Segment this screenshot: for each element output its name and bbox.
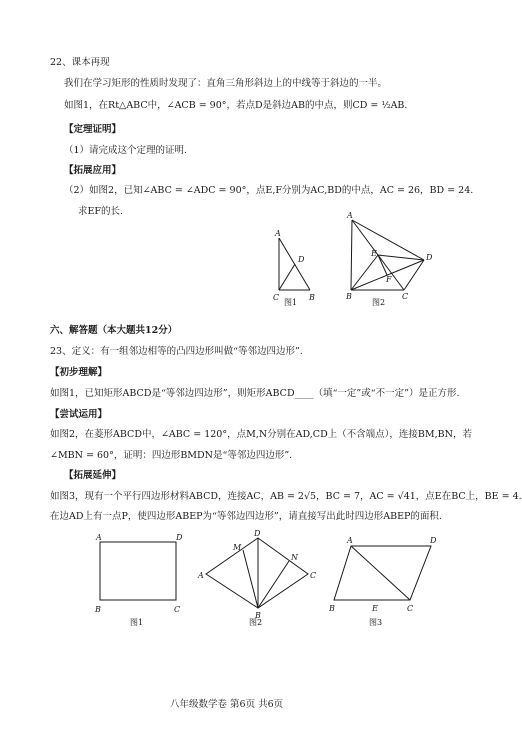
label-B: B <box>346 292 352 301</box>
q22-fig2-side-ab <box>351 220 352 290</box>
label-D: D <box>176 533 183 542</box>
q22-extension-heading: 【拓展应用】 <box>64 165 122 176</box>
label-C: C <box>407 604 414 613</box>
label-B: B <box>255 611 261 620</box>
q23-fig3-parallelogram <box>334 546 431 600</box>
label-D: D <box>426 253 433 262</box>
q23-fig1-rectangle <box>100 542 176 600</box>
q23-part-2b: ∠MBN = 60°，证明：四边形BMDN是“等邻边四边形”. <box>50 450 293 461</box>
q22-proof-question: （1）请完成这个定理的证明. <box>64 145 188 156</box>
q22-intro: 我们在学习矩形的性质时发现了：直角三角形斜边上的中线等于斜边的一半。 <box>64 78 388 89</box>
q23-heading-2: 【尝试运用】 <box>50 409 108 420</box>
label-D: D <box>430 536 437 545</box>
q23-fig2-caption: 图2 <box>249 618 263 627</box>
q22-proof-heading: 【定理证明】 <box>64 124 122 135</box>
label-D: D <box>254 529 261 538</box>
q23-figure-3 <box>326 532 441 622</box>
q23-fig1-caption: 图1 <box>130 618 144 627</box>
label-M: M <box>233 543 242 552</box>
q22-fig2-side-ad <box>352 220 424 260</box>
label-A: A <box>275 229 281 238</box>
q23-figure-1 <box>88 532 198 622</box>
q23-fig3-caption: 图3 <box>369 618 383 627</box>
label-F: F <box>386 275 392 284</box>
label-B: B <box>329 604 335 613</box>
label-A: A <box>198 571 204 580</box>
q22-extension-question-2: 求EF的长. <box>78 206 124 217</box>
q23-part-2: 如图2，在菱形ABCD中，∠ABC = 120°，点M,N分别在AD,CD上（不含端点），连接BM,BN，若 <box>50 429 472 440</box>
q23-heading-3: 【拓展延伸】 <box>64 470 122 481</box>
q23-fig2-segment-bn <box>258 561 289 608</box>
q23-part-3b: 在边AD上有一点P，使四边形ABEP为“等邻边四边形”，请直接写出此时四边形ABEP的面积. <box>50 511 442 522</box>
label-B: B <box>95 605 101 614</box>
q23-heading-1: 【初步理解】 <box>50 367 108 378</box>
q22-figure-2 <box>338 210 438 300</box>
label-N: N <box>291 553 298 562</box>
label-C: C <box>273 293 280 302</box>
page-footer: 八年级数学卷 第6页 共6页 <box>170 699 284 710</box>
q22-fig1-median <box>279 264 295 290</box>
q22-fig1-text: 如图1，在Rt△ABC中，∠ACB = 90°，若点D是斜边AB的中点，则CD = ½AB. <box>64 100 408 111</box>
label-E: E <box>371 249 377 258</box>
label-A: A <box>347 211 353 220</box>
label-C: C <box>310 571 317 580</box>
q23-part-1: 如图1，已知矩形ABCD是“等邻边四边形”，则矩形ABCD____（填“一定”或“不一定”）是正方形. <box>50 388 460 399</box>
q22-fig1-caption: 图1 <box>284 298 298 307</box>
q22-fig2-caption: 图2 <box>372 298 386 307</box>
label-A: A <box>96 533 102 542</box>
label-A: A <box>347 536 353 545</box>
q22-number: 22、课本再现 <box>50 57 110 68</box>
label-D: D <box>298 255 305 264</box>
q23-fig3-diagonal-ac <box>351 546 410 600</box>
q23-fig2-rhombus <box>206 538 308 608</box>
label-E: E <box>372 604 378 613</box>
q22-figure-1 <box>268 228 328 308</box>
label-C: C <box>174 605 181 614</box>
q23-definition: 23、定义：有一组邻边相等的凸四边形叫做“等邻边四边形”. <box>50 346 303 357</box>
q22-extension-question: （2）如图2，已知∠ABC = ∠ADC = 90°，点E,F分别为AC,BD的中点，AC = 26，BD = 24. <box>64 185 474 196</box>
label-C: C <box>402 292 409 301</box>
section-6-title: 六、解答题（本大题共12分） <box>50 325 178 336</box>
q23-part-3: 如图3，现有一个平行四边形材料ABCD，连接AC，AB = 2√5，BC = 7，AC = √41，点E在BC上，BE = 4. <box>50 491 522 502</box>
q23-figure-2 <box>196 528 326 620</box>
label-B: B <box>309 293 315 302</box>
